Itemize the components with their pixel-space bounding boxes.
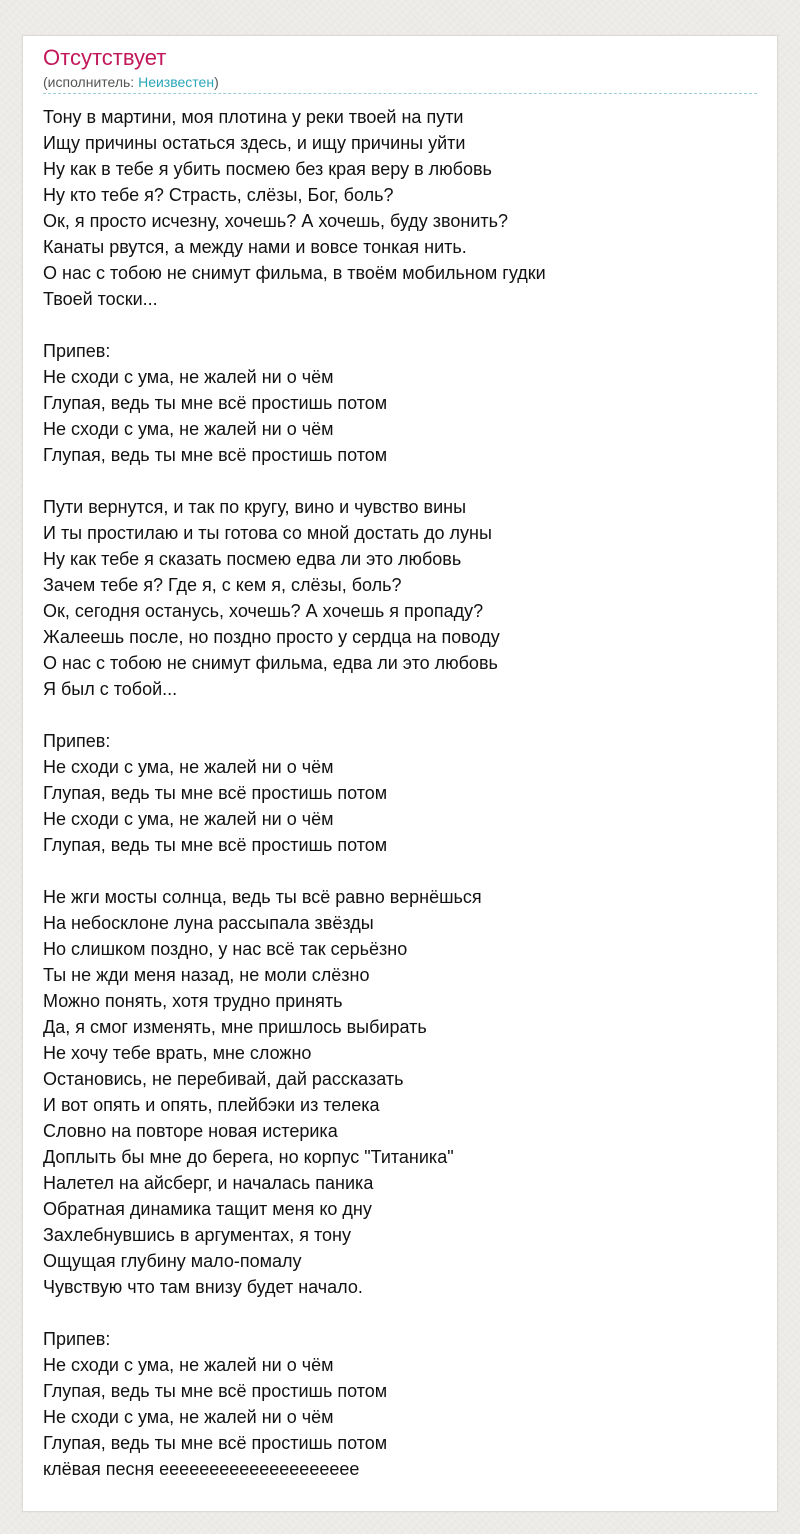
lyric-line: Не сходи с ума, не жалей ни о чём [43,1407,334,1427]
song-title: Отсутствует [43,45,167,70]
lyric-blank-line [43,312,546,338]
lyric-blank-line [43,858,546,884]
lyric-line: Пути вернутся, и так по кругу, вино и чувство вины [43,497,467,517]
lyric-line: Не сходи с ума, не жалей ни о чём [43,757,334,777]
lyric-line: Ну кто тебе я? Страсть, слёзы, Бог, боль? [43,185,394,205]
lyric-line: Да, я смог изменять, мне пришлось выбирать [43,1017,427,1037]
lyric-line: Не жги мосты солнца, ведь ты всё равно вернёшься [43,887,482,907]
lyric-line: Жалеешь после, но поздно просто у сердца на поводу [43,627,500,647]
lyric-line: Захлебнувшись в аргументах, я тону [43,1225,351,1245]
lyric-line: Чувствую что там внизу будет начало. [43,1277,363,1297]
lyric-line: Припев: [43,731,111,751]
artist-prefix: (исполнитель: [43,74,139,90]
title-divider [43,93,757,94]
lyric-line: Не сходи с ума, не жалей ни о чём [43,1355,334,1375]
lyric-line: И ты простилаю и ты готова со мной достать до луны [43,523,492,543]
lyric-line: На небосклоне луна рассыпала звёзды [43,913,374,933]
lyric-blank-line [43,1300,546,1326]
lyric-line: Я был с тобой... [43,679,178,699]
lyric-line: Ощущая глубину мало-помалу [43,1251,302,1271]
lyrics-text [43,104,546,1482]
lyric-line: Глупая, ведь ты мне всё простишь потом [43,445,388,465]
lyric-line: Доплыть бы мне до берега, но корпус "Титаника" [43,1147,454,1167]
lyric-line: Ты не жди меня назад, не моли слёзно [43,965,370,985]
lyric-line: Обратная динамика тащит меня ко дну [43,1199,372,1219]
lyric-line: Не хочу тебе врать, мне сложно [43,1043,312,1063]
lyrics-card [22,35,778,1512]
lyric-line: Тону в мартини, моя плотина у реки твоей на пути [43,107,464,127]
lyric-blank-line [43,468,546,494]
artist-suffix: ) [214,74,219,90]
lyric-line: клёвая песня ееееееееееееееееееее [43,1459,360,1479]
lyric-line: Ищу причины остаться здесь, и ищу причины уйти [43,133,466,153]
lyric-line: Налетел на айсберг, и началась паника [43,1173,374,1193]
lyric-line: Ок, сегодня останусь, хочешь? А хочешь я пропаду? [43,601,484,621]
lyric-line: Ок, я просто исчезну, хочешь? А хочешь, буду звонить? [43,211,509,231]
lyric-line: Припев: [43,341,111,361]
lyric-line: Глупая, ведь ты мне всё простишь потом [43,783,388,803]
lyric-line: Ну как тебе я сказать посмею едва ли это любовь [43,549,462,569]
lyric-line: Глупая, ведь ты мне всё простишь потом [43,1433,388,1453]
lyric-blank-line [43,702,546,728]
lyric-line: О нас с тобою не снимут фильма, едва ли это любовь [43,653,498,673]
lyric-line: Словно на повторе новая истерика [43,1121,338,1141]
lyric-line: Не сходи с ума, не жалей ни о чём [43,809,334,829]
lyric-line: Ну как в тебе я убить посмею без края веру в любовь [43,159,492,179]
lyric-line: Можно понять, хотя трудно принять [43,991,343,1011]
lyric-line: Но слишком поздно, у нас всё так серьёзно [43,939,408,959]
lyric-line: Твоей тоски... [43,289,158,309]
artist-line [43,73,219,91]
lyric-line: Глупая, ведь ты мне всё простишь потом [43,1381,388,1401]
artist-link[interactable]: Неизвестен [138,74,215,90]
lyric-line: Остановись, не перебивай, дай рассказать [43,1069,404,1089]
lyric-line: Не сходи с ума, не жалей ни о чём [43,367,334,387]
lyric-line: Канаты рвутся, а между нами и вовсе тонкая нить. [43,237,467,257]
lyric-line: Зачем тебе я? Где я, с кем я, слёзы, боль? [43,575,402,595]
lyric-line: Глупая, ведь ты мне всё простишь потом [43,835,388,855]
lyric-line: Не сходи с ума, не жалей ни о чём [43,419,334,439]
lyric-line: Глупая, ведь ты мне всё простишь потом [43,393,388,413]
lyric-line: О нас с тобою не снимут фильма, в твоём мобильном гудки [43,263,546,283]
lyric-line: Припев: [43,1329,111,1349]
lyric-line: И вот опять и опять, плейбэки из телека [43,1095,380,1115]
